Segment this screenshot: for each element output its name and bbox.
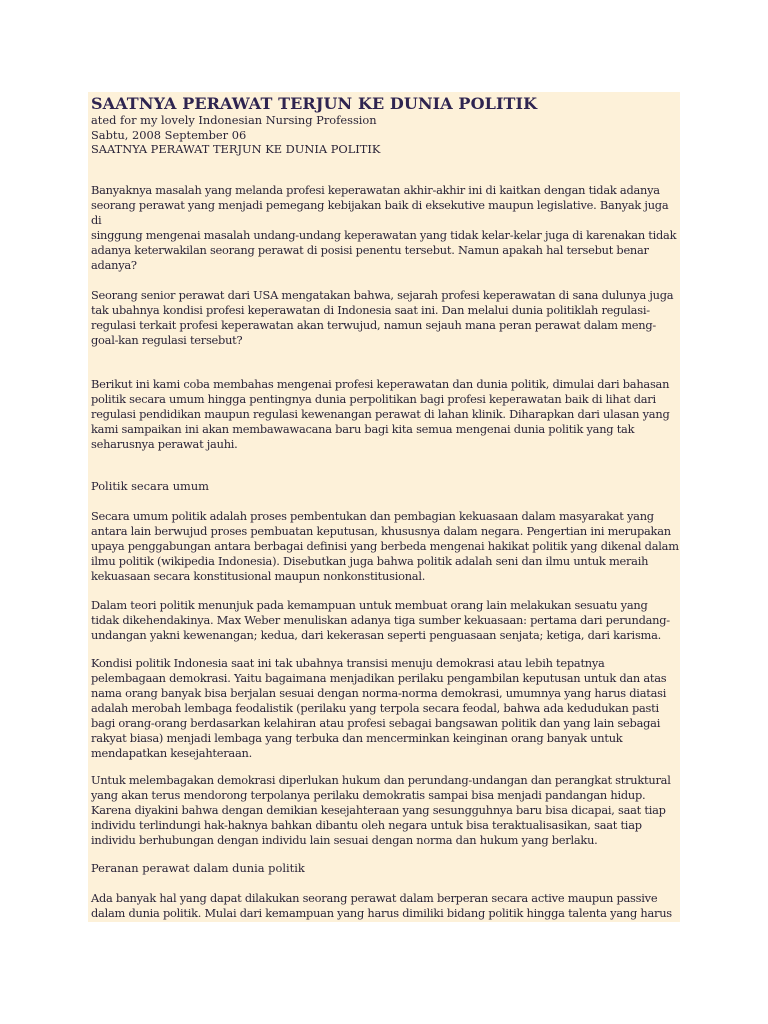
section1-paragraph-3: Kondisi politik Indonesia saat ini tak ubahnya transisi menuju demokrasi atau lebih tepatnya pelembagaan demokrasi. Yaitu bagaimana menjadikan perilaku pengambilan keputusan untuk dan atas nama orang banyak bisa berjalan sesuai dengan norma-norma demokrasi, umumnya yang harus diatasi adalah merobah lembaga feodalistik (perilaku yang terpola secara feodal, bahwa ada kedudukan pasti bagi orang-orang berdasarkan kelahiran atau profesi sebagai bangsawan politik dan yang lain sebagai rakyat biasa) menjadi lembaga yang terbuka dan mencerminkan keinginan orang banyak untuk mendapatkan kesejahteraan.: [91, 656, 667, 760]
section2-paragraph-1: Ada banyak hal yang dapat dilakukan seorang perawat dalam berperan secara active maupun passive dalam dunia politik. Mulai dari kemampuan yang harus dimiliki bidang politik hingga talenta yang harus: [91, 891, 672, 920]
article-dedication: ated for my lovely Indonesian Nursing Profession: [91, 113, 377, 127]
section1-paragraph-2: Dalam teori politik menunjuk pada kemampuan untuk membuat orang lain melakukan sesuatu yang tidak dikehendakinya. Max Weber menuliskan adanya tiga sumber kekuasaan: pertama dari perundang- undangan yakni kewenangan; kedua, dari kekerasan seperti penguasaan senjata; ketiga, dari karisma.: [91, 598, 670, 642]
section1-paragraph-1: Secara umum politik adalah proses pembentukan dan pembagian kekuasaan dalam masyarakat yang antara lain berwujud proses pembuatan keputusan, khususnya dalam negara. Pengertian ini merupakan upaya penggabungan antara berbagai definisi yang berbeda mengenai hakikat politik yang dikenal dalam ilmu politik (wikipedia Indonesia). Disebutkan juga bahwa politik adalah seni dan ilmu untuk meraih kekuasaan secara konstitusional maupun nonkonstitusional.: [91, 509, 679, 583]
article-title: SAATNYA PERAWAT TERJUN KE DUNIA POLITIK: [91, 94, 538, 113]
intro-paragraph-1: Banyaknya masalah yang melanda profesi keperawatan akhir-akhir ini di kaitkan dengan tidak adanya seorang perawat yang menjadi pemegang kebijakan baik di eksekutive maupun legislative. Banyak juga di singgung mengenai masalah undang-undang keperawatan yang tidak kelar-kelar juga di karenakan tidak adanya keterwakilan seorang perawat di posisi penentu tersebut. Namun apakah hal tersebut benar adanya?: [91, 183, 677, 272]
section1-paragraph-4: Untuk melembagakan demokrasi diperlukan hukum dan perundang-undangan dan perangkat struktural yang akan terus mendorong terpolanya perilaku demokratis sampai bisa menjadi pandangan hidup. Karena diyakini bahwa dengan demikian kesejahteraan yang sesungguhnya baru bisa dicapai, saat tiap individu terlindungi hak-haknya bahkan dibantu oleh negara untuk bisa teraktualisasikan, saat tiap individu berhubungan dengan individu lain sesuai dengan norma dan hukum yang berlaku.: [91, 773, 671, 847]
intro-paragraph-3: Berikut ini kami coba membahas mengenai profesi keperawatan dan dunia politik, dimulai dari bahasan politik secara umum hingga pentingnya dunia perpolitikan bagi profesi keperawatan baik di lihat dari regulasi pendidikan maupun regulasi kewenangan perawat di lahan klinik. Diharapkan dari ulasan yang kami sampaikan ini akan membawawacana baru bagi kita semua mengenai dunia politik yang tak seharusnya perawat jauhi.: [91, 377, 670, 451]
section-heading-peranan-perawat: Peranan perawat dalam dunia politik: [91, 861, 305, 875]
section-heading-politik-umum: Politik secara umum: [91, 479, 209, 493]
document-page: [88, 92, 680, 922]
article-date: Sabtu, 2008 September 06: [91, 128, 247, 142]
article-subtitle: SAATNYA PERAWAT TERJUN KE DUNIA POLITIK: [91, 142, 381, 156]
intro-paragraph-2: Seorang senior perawat dari USA mengatakan bahwa, sejarah profesi keperawatan di sana dulunya juga tak ubahnya kondisi profesi keperawatan di Indonesia saat ini. Dan melalui dunia politiklah regulasi- regulasi terkait profesi keperawatan akan terwujud, namun sejauh mana peran perawat dalam meng- goal-kan regulasi tersebut?: [91, 288, 674, 347]
